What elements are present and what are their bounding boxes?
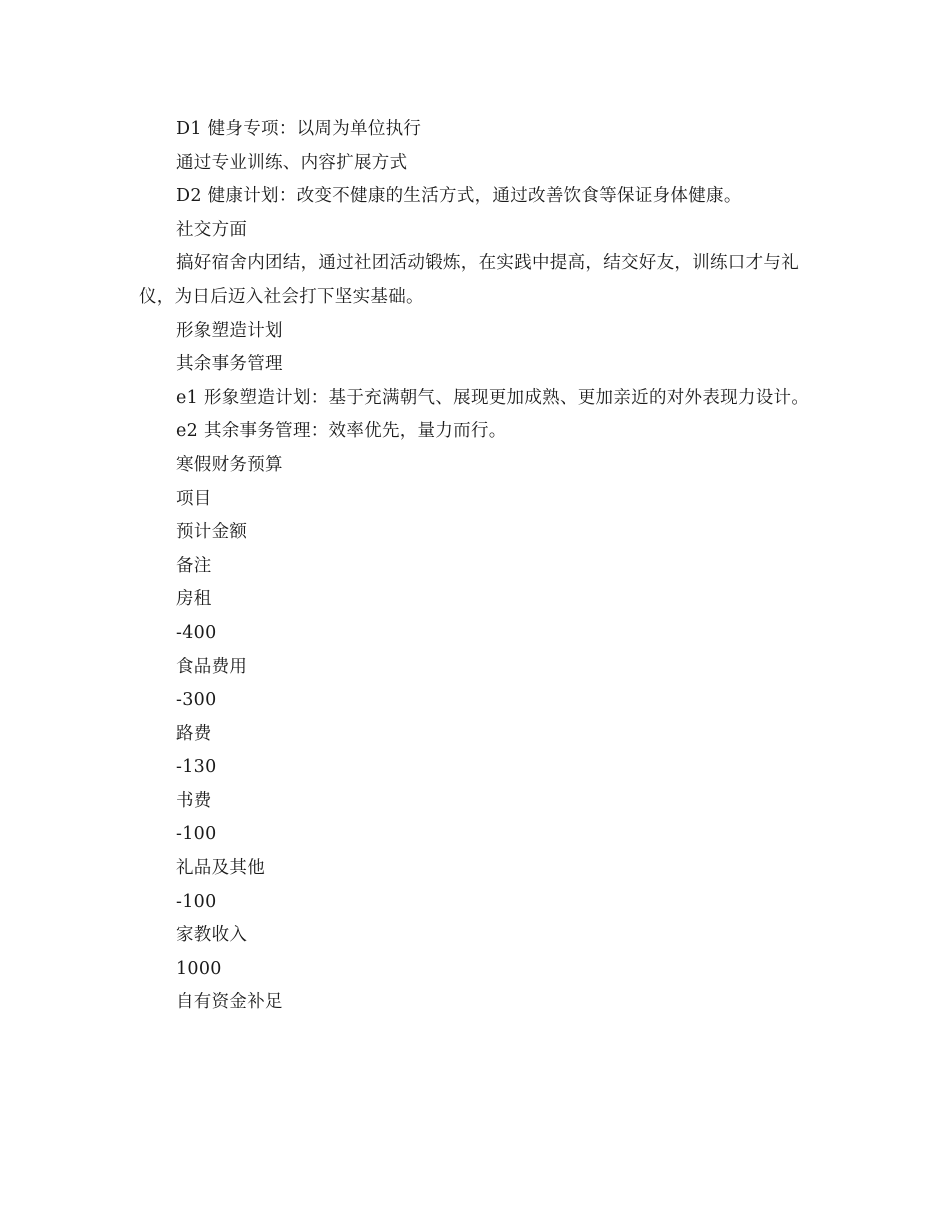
budget-header-item: 项目 (176, 488, 212, 509)
budget-item-travel: 路费 (176, 723, 212, 744)
paragraph-training-method: 通过专业训练、内容扩展方式 (176, 152, 408, 173)
budget-item-rent: 房租 (176, 589, 212, 610)
paragraph-image-plan: e1 形象塑造计划：基于充满朝气、展现更加成熟、更加亲近的对外表现力设计。 (176, 387, 810, 408)
paragraph-social-details: 搞好宿舍内团结，通过社团活动锻炼，在实践中提高，结交好友，训练口才与礼仪，为日后迈入社会打下坚实基础。 (139, 253, 799, 307)
budget-item-own-funds: 自有资金补足 (176, 992, 283, 1013)
budget-item-books: 书费 (176, 790, 212, 811)
budget-amount-gifts: -100 (176, 891, 217, 912)
paragraph-fitness-plan: D1 健身专项：以周为单位执行 (176, 119, 422, 139)
section-heading-other-affairs: 其余事务管理 (176, 354, 283, 375)
budget-amount-tutoring-income: 1000 (176, 958, 222, 979)
budget-item-gifts: 礼品及其他 (176, 858, 265, 879)
document-body (139, 113, 815, 1020)
paragraph-health-plan: D2 健康计划：改变不健康的生活方式，通过改善饮食等保证身体健康。 (176, 186, 742, 207)
budget-header-note: 备注 (176, 555, 212, 576)
budget-amount-books: -100 (176, 824, 217, 845)
paragraph-other-affairs: e2 其余事务管理：效率优先，量力而行。 (176, 421, 507, 442)
section-heading-social: 社交方面 (176, 219, 248, 240)
section-heading-budget: 寒假财务预算 (176, 454, 283, 475)
section-heading-image-plan: 形象塑造计划 (176, 320, 283, 341)
budget-amount-food: -300 (176, 690, 217, 711)
budget-header-amount: 预计金额 (176, 522, 248, 543)
budget-item-tutoring-income: 家教收入 (176, 925, 248, 946)
budget-item-food: 食品费用 (176, 656, 248, 677)
budget-amount-rent: -400 (176, 622, 217, 643)
budget-amount-travel: -130 (176, 757, 217, 778)
